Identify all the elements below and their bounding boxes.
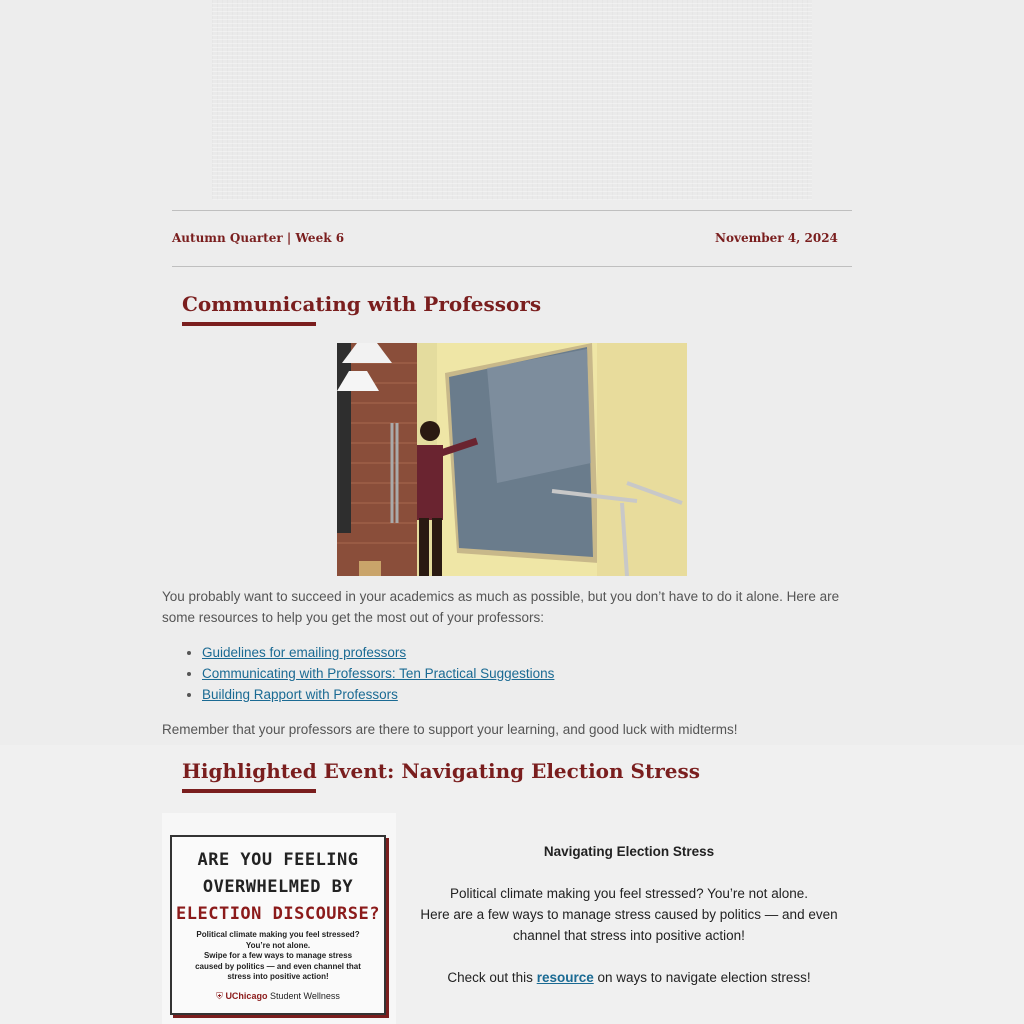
- section-title-event: Highlighted Event: Navigating Election Stress: [182, 759, 700, 783]
- poster-body-line: Political climate making you feel stressed?: [196, 930, 360, 939]
- poster-heading-highlight: ELECTION DISCOURSE?: [176, 904, 380, 924]
- section-intro: You probably want to succeed in your academics as much as possible, but you don’t have to do it alone. Here are some resources to help you get the most out of your professors:: [162, 589, 840, 625]
- poster-body-line: stress into positive action!: [227, 972, 329, 981]
- event-title: Navigating Election Stress: [543, 844, 715, 859]
- resource-links: [162, 642, 554, 705]
- poster-heading-line: ARE YOU FEELING: [197, 850, 359, 870]
- poster-body-line: caused by politics — and even channel that: [195, 961, 361, 971]
- divider-top: [172, 210, 852, 211]
- election-stress-poster[interactable]: [170, 835, 386, 1015]
- poster-body-line: Swipe for a few ways to manage stress: [203, 951, 353, 960]
- section-underline: [182, 322, 316, 326]
- section-closing: Remember that your professors are there to support your learning, and good luck with midterms!: [162, 722, 738, 737]
- brand-name: UChicago: [225, 990, 268, 1001]
- poster-body: [172, 930, 384, 983]
- section-underline: [182, 789, 316, 793]
- event-cta: [410, 967, 848, 988]
- list-item: [202, 642, 554, 663]
- list-item: [202, 663, 554, 684]
- cta-suffix: on ways to navigate election stress!: [597, 970, 811, 985]
- event-line-2: Here are a few ways to manage stress caused by politics — and even channel that stress into positive action!: [420, 907, 838, 943]
- issue-date: November 4, 2024: [715, 231, 838, 245]
- chalkboard-photo-icon: [337, 343, 687, 576]
- cta-prefix: Check out this: [447, 970, 533, 985]
- poster-body-line: You’re not alone.: [245, 940, 311, 950]
- brand-suffix: Student Wellness: [269, 990, 340, 1001]
- resource-link[interactable]: resource: [536, 970, 594, 985]
- poster-heading-line: OVERWHELMED BY: [202, 877, 354, 897]
- shield-icon: ⛨: [216, 990, 223, 1001]
- issue-info: [172, 231, 344, 245]
- link-emailing-guidelines[interactable]: Guidelines for emailing professors: [202, 645, 407, 660]
- professor-at-chalkboard-photo: [337, 343, 687, 576]
- link-building-rapport[interactable]: Building Rapport with Professors: [202, 687, 398, 702]
- link-ten-suggestions[interactable]: Communicating with Professors: Ten Practical Suggestions: [202, 666, 555, 681]
- divider-bottom: [172, 266, 852, 267]
- section-title-professors: Communicating with Professors: [182, 292, 542, 316]
- header-banner-image: [212, 0, 812, 200]
- poster-brand: [172, 991, 384, 1002]
- list-item: [202, 684, 554, 705]
- week-label: Week 6: [295, 231, 345, 245]
- event-line-1: Political climate making you feel stressed? You’re not alone.: [450, 886, 808, 901]
- separator: |: [286, 231, 292, 245]
- quarter-label: Autumn Quarter: [172, 231, 283, 245]
